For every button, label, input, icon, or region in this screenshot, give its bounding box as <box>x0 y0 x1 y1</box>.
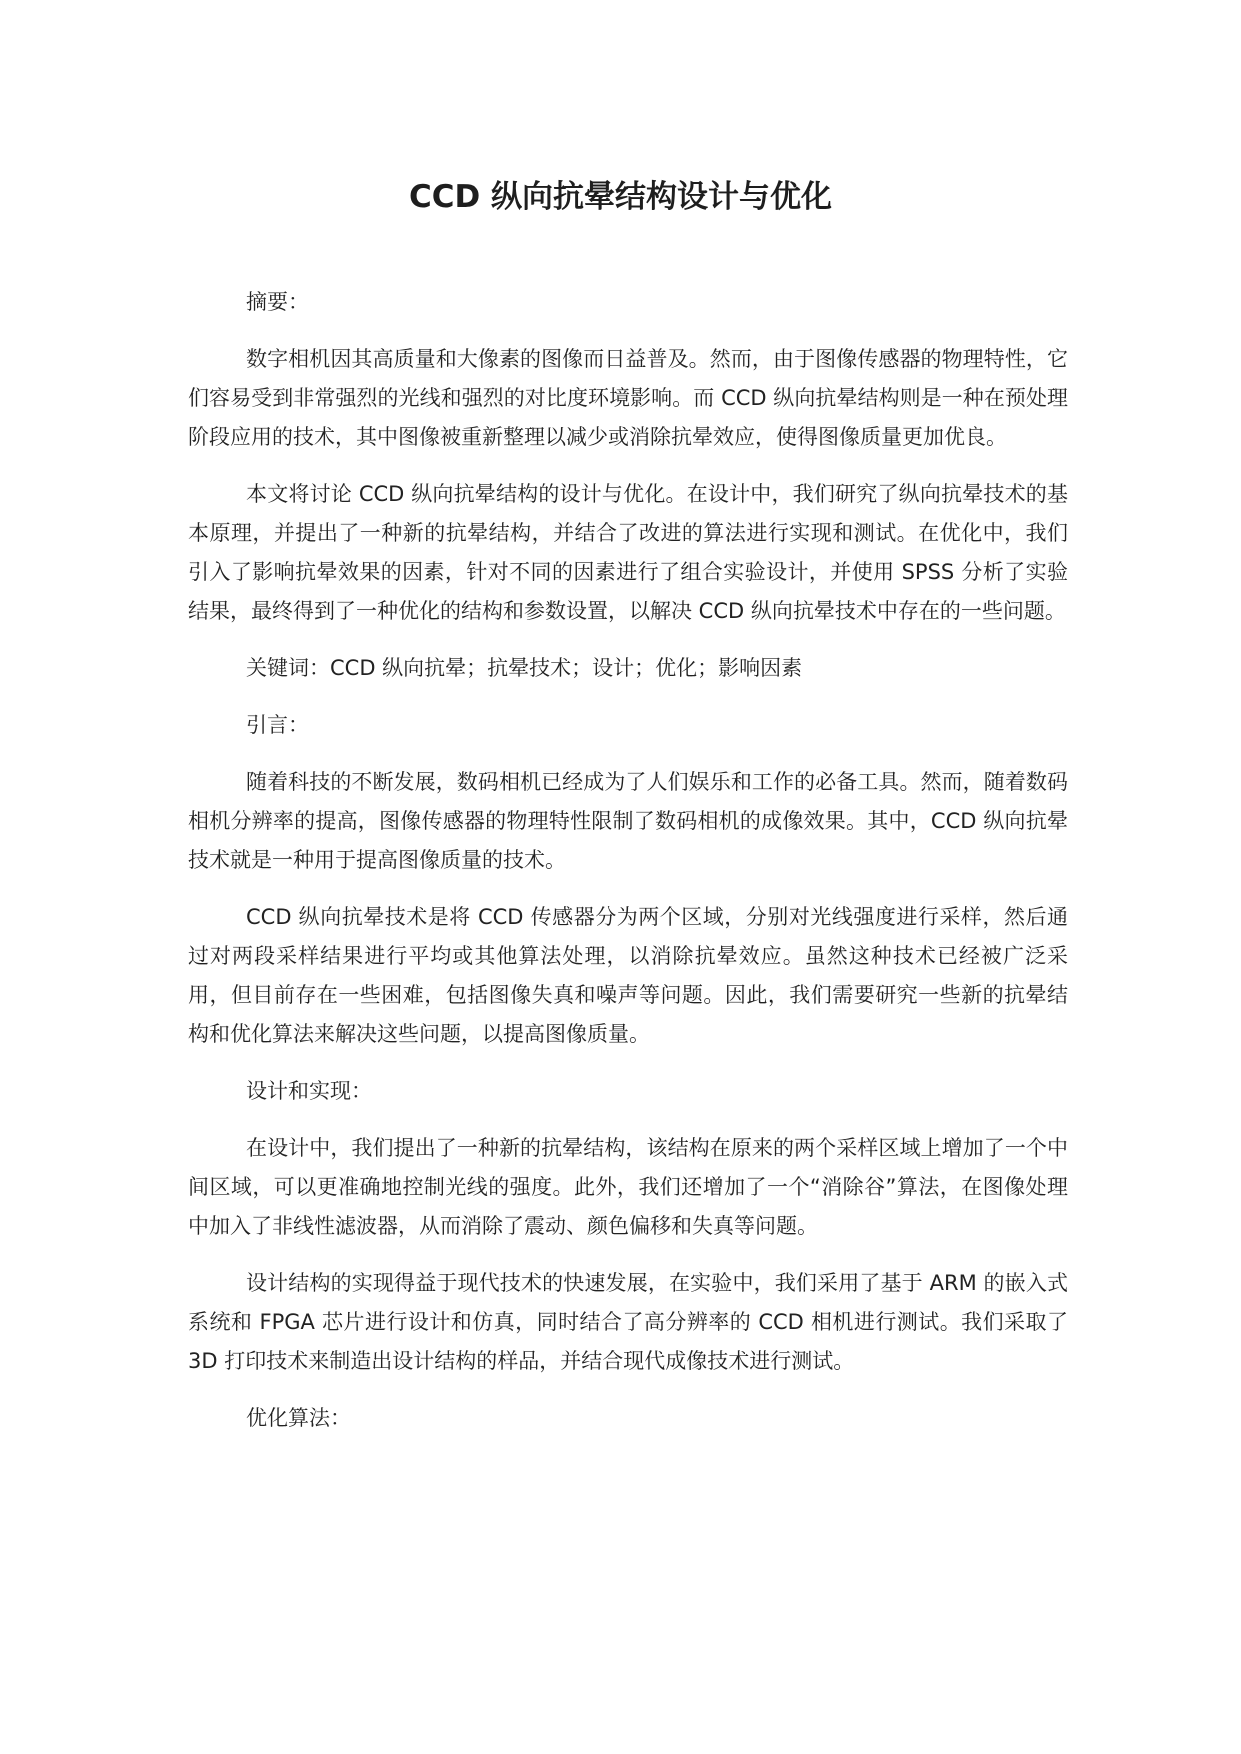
keywords-paragraph: 关键词：CCD 纵向抗晕；抗晕技术；设计；优化；影响因素 <box>246 656 803 680</box>
abstract-paragraph-1: 数字相机因其高质量和大像素的图像而日益普及。然而，由于图像传感器的物理特性，它们容易受到非常强烈的光线和强烈的对比度环境影响。而 CCD 纵向抗晕结构则是一种在预处理阶段应用的技术，其中图像被重新整理以减少或消除抗晕效应，使得图像质量更加优良。 <box>188 347 1068 449</box>
document-title: CCD 纵向抗晕结构设计与优化 <box>408 179 833 215</box>
design-heading: 设计和实现： <box>246 1079 372 1103</box>
abstract-heading: 摘要： <box>246 290 309 314</box>
document-body <box>188 283 1068 1456</box>
introduction-paragraph-1: 随着科技的不断发展，数码相机已经成为了人们娱乐和工作的必备工具。然而，随着数码相机分辨率的提高，图像传感器的物理特性限制了数码相机的成像效果。其中，CCD 纵向抗晕技术就是一种用于提高图像质量的技术。 <box>188 770 1068 872</box>
design-paragraph-2: 设计结构的实现得益于现代技术的快速发展，在实验中，我们采用了基于 ARM 的嵌入式系统和 FPGA 芯片进行设计和仿真，同时结合了高分辨率的 CCD 相机进行测试。我们采取了 3D 打印技术来制造出设计结构的样品，并结合现代成像技术进行测试。 <box>188 1271 1068 1373</box>
design-paragraph-1: 在设计中，我们提出了一种新的抗晕结构，该结构在原来的两个采样区域上增加了一个中间区域，可以更准确地控制光线的强度。此外，我们还增加了一个“消除谷”算法，在图像处理中加入了非线性滤波器，从而消除了震动、颜色偏移和失真等问题。 <box>188 1136 1068 1238</box>
introduction-paragraph-2: CCD 纵向抗晕技术是将 CCD 传感器分为两个区域，分别对光线强度进行采样，然后通过对两段采样结果进行平均或其他算法处理，以消除抗晕效应。虽然这种技术已经被广泛采用，但目前存在一些困难，包括图像失真和噪声等问题。因此，我们需要研究一些新的抗晕结构和优化算法来解决这些问题，以提高图像质量。 <box>188 905 1068 1046</box>
abstract-paragraph-2: 本文将讨论 CCD 纵向抗晕结构的设计与优化。在设计中，我们研究了纵向抗晕技术的基本原理，并提出了一种新的抗晕结构，并结合了改进的算法进行实现和测试。在优化中，我们引入了影响抗晕效果的因素，针对不同的因素进行了组合实验设计，并使用 SPSS 分析了实验结果，最终得到了一种优化的结构和参数设置，以解决 CCD 纵向抗晕技术中存在的一些问题。 <box>188 482 1068 623</box>
optimization-heading: 优化算法： <box>246 1406 351 1430</box>
introduction-heading: 引言： <box>246 713 309 737</box>
